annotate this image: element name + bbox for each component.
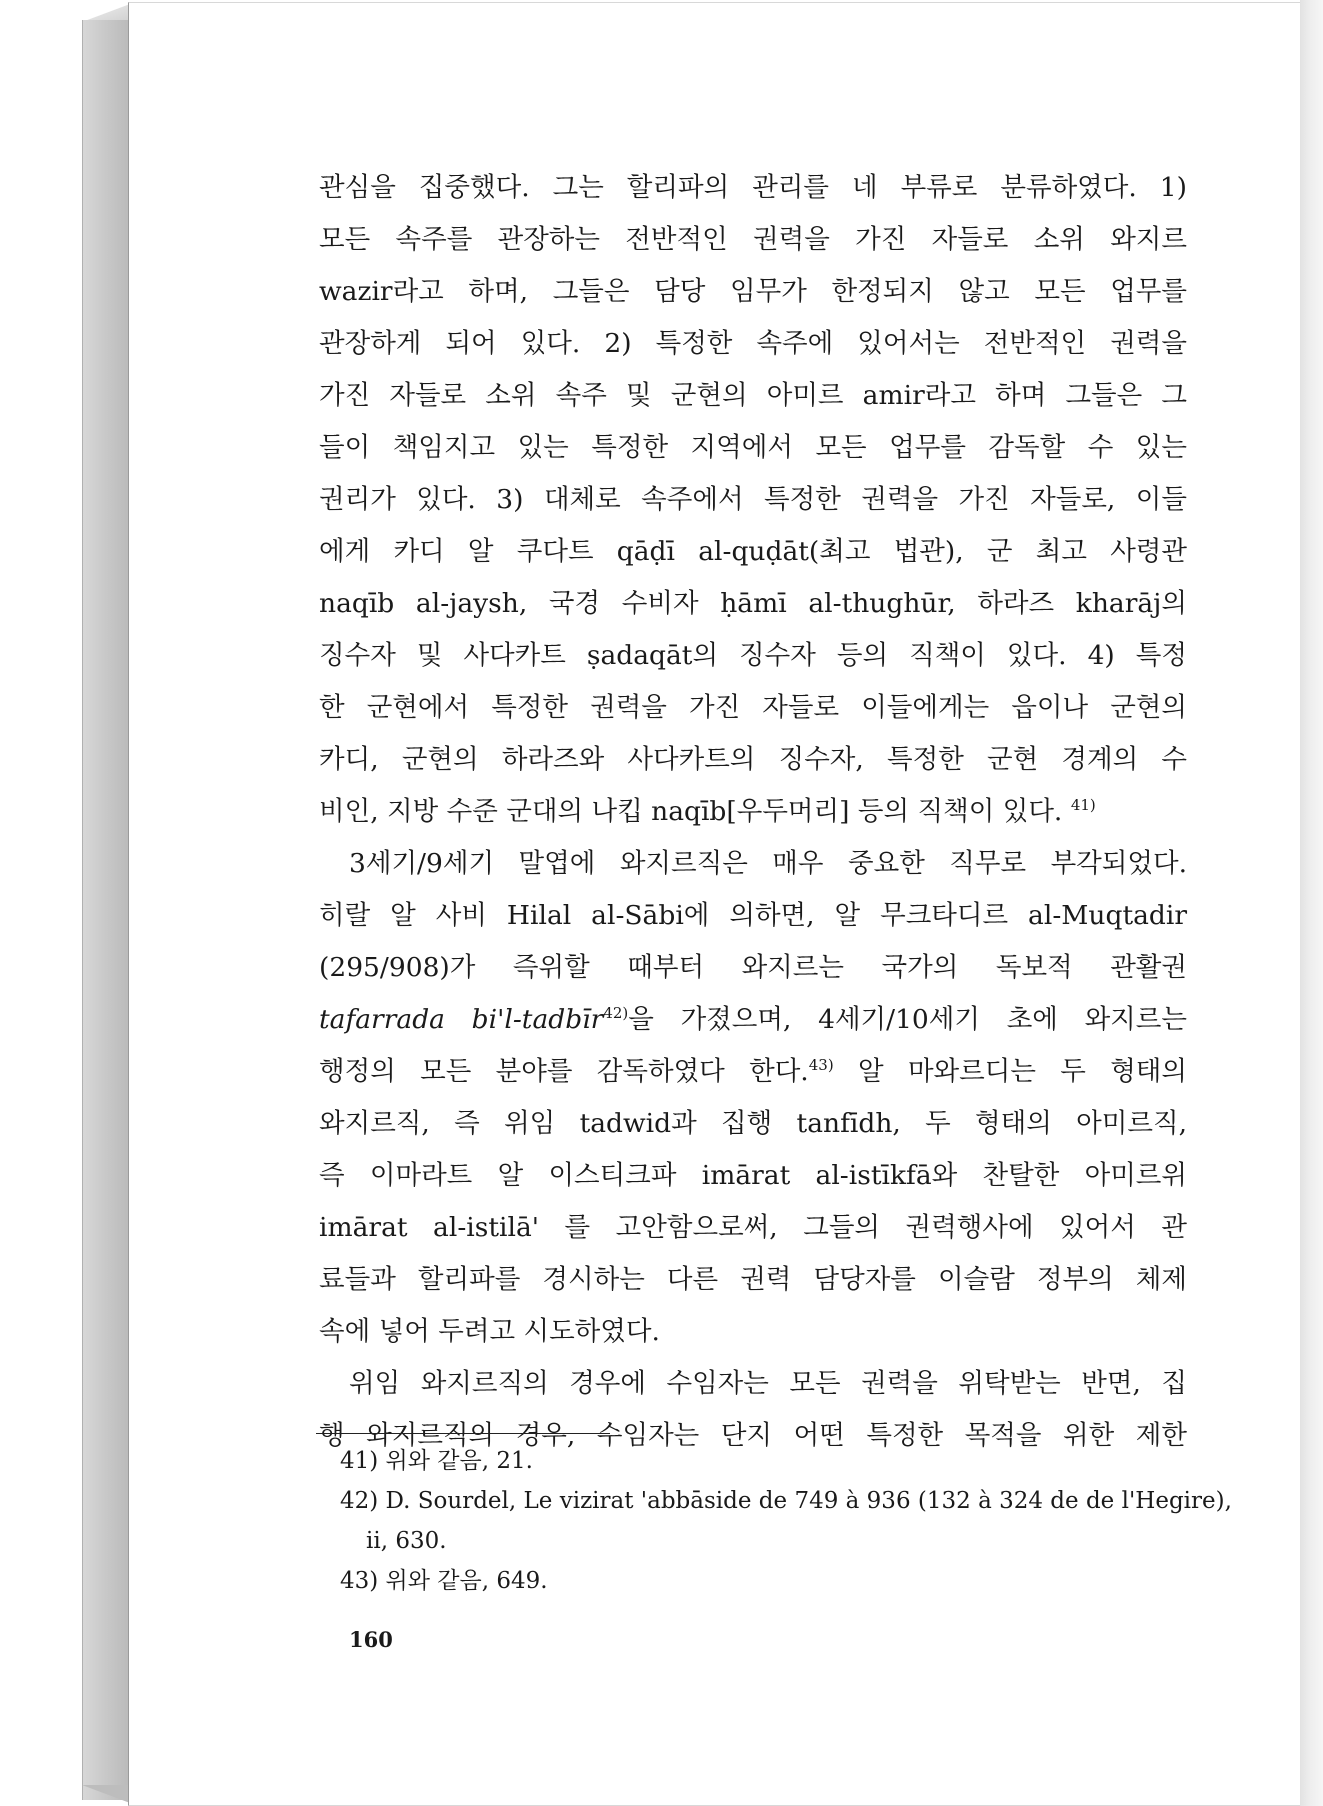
body-line: imārat al-istilā' 를 고안함으로써, 그들의 권력행사에 있어서 관 xyxy=(319,1212,1187,1243)
body-line: 모든 속주를 관장하는 전반적인 권력을 가진 자들로 소위 와지르 xyxy=(319,224,1187,255)
body-line: 들이 책임지고 있는 특정한 지역에서 모든 업무를 감독할 수 있는 xyxy=(319,432,1187,463)
footnote-42: 42) D. Sourdel, Le vizirat 'abbāside de 749 à 936 (132 à 324 de de l'Hegire), xyxy=(340,1488,1232,1514)
body-line: 행 와지르직의 경우, 수임자는 단지 어떤 특정한 목적을 위한 제한 xyxy=(319,1420,1187,1451)
body-line: 관심을 집중했다. 그는 할리파의 관리를 네 부류로 분류하였다. 1) xyxy=(319,172,1187,203)
body-line: 가진 자들로 소위 속주 및 군현의 아미르 amir라고 하며 그들은 그 xyxy=(319,380,1187,411)
page-edge-shadow xyxy=(1300,0,1323,1806)
body-line xyxy=(319,1046,1187,1098)
body-line: 권리가 있다. 3) 대체로 속주에서 특정한 권력을 가진 자들로, 이들 xyxy=(319,484,1187,515)
footnote-divider xyxy=(316,1433,610,1434)
body-line: 관장하게 되어 있다. 2) 특정한 속주에 있어서는 전반적인 권력을 xyxy=(319,328,1187,359)
footnote-42-continued: ii, 630. xyxy=(366,1528,447,1554)
body-text xyxy=(319,162,1187,1462)
footnote-ref-42: 42) xyxy=(603,1004,629,1022)
body-line: 징수자 및 사다카트 ṣadaqāt의 징수자 등의 직책이 있다. 4) 특정 xyxy=(319,640,1187,671)
page-number: 160 xyxy=(349,1627,393,1652)
footnote-ref-43: 43) xyxy=(808,1056,834,1074)
body-line: 히랄 알 사비 Hilal al-Sābi에 의하면, 알 무크타디르 al-Muqtadir xyxy=(319,900,1187,931)
footnote-43: 43) 위와 같음, 649. xyxy=(340,1568,548,1594)
body-line: 속에 넣어 두려고 시도하였다. xyxy=(319,1316,660,1347)
body-line: 와지르직, 즉 위임 tadwid과 집행 tanfīdh, 두 형태의 아미르직, xyxy=(319,1108,1187,1139)
body-line xyxy=(319,578,1187,630)
body-line: 즉 이마라트 알 이스티크파 imārat al-istīkfā와 찬탈한 아미르위 xyxy=(319,1160,1187,1191)
body-line-text: 을 가졌으며, 4세기/10세기 초에 와지르는 xyxy=(628,1004,1187,1035)
book-spine xyxy=(82,20,131,1800)
body-line xyxy=(319,526,1187,578)
body-line: 위임 와지르직의 경우에 수임자는 모든 권력을 위탁받는 반면, 집 xyxy=(349,1368,1187,1399)
body-line: 카디, 군현의 하라즈와 사다카트의 징수자, 특정한 군현 경계의 수 xyxy=(319,744,1187,775)
body-line-text: tafarrada bi'l-tadbīr xyxy=(319,1004,604,1035)
body-line xyxy=(319,994,1187,1046)
footnotes xyxy=(340,1441,1232,1601)
footnote-ref-41: 41) xyxy=(1070,796,1096,814)
footnote-41: 41) 위와 같음, 21. xyxy=(340,1448,533,1474)
body-line-text: 행정의 모든 분야를 감독하였다 한다. xyxy=(319,1056,809,1087)
body-line: 한 군현에서 특정한 권력을 가진 자들로 이들에게는 읍이나 군현의 xyxy=(319,692,1187,723)
body-line: wazir라고 하며, 그들은 담당 임무가 한정되지 않고 모든 업무를 xyxy=(319,276,1187,307)
body-line: 료들과 할리파를 경시하는 다른 권력 담당자를 이슬람 정부의 체제 xyxy=(319,1264,1187,1295)
body-line: 3세기/9세기 말엽에 와지르직은 매우 중요한 직무로 부각되었다. xyxy=(349,848,1187,879)
body-line: (295/908)가 즉위할 때부터 와지르는 국가의 독보적 관활권 xyxy=(319,952,1187,983)
body-line-text: 에게 카디 알 쿠다트 qāḍī al-quḍāt(최고 법관), 군 최고 사령관 xyxy=(319,536,1187,567)
body-line-text: naqīb al-jaysh, 국경 수비자 ḥāmī al-thughūr, 하라즈 kharāj의 xyxy=(319,588,1187,619)
body-line-text: 비인, 지방 수준 군대의 나킵 naqīb[우두머리] 등의 직책이 있다. xyxy=(319,796,1063,827)
body-line xyxy=(319,786,1187,838)
body-line-text: 알 마와르디는 두 형태의 xyxy=(858,1056,1187,1087)
